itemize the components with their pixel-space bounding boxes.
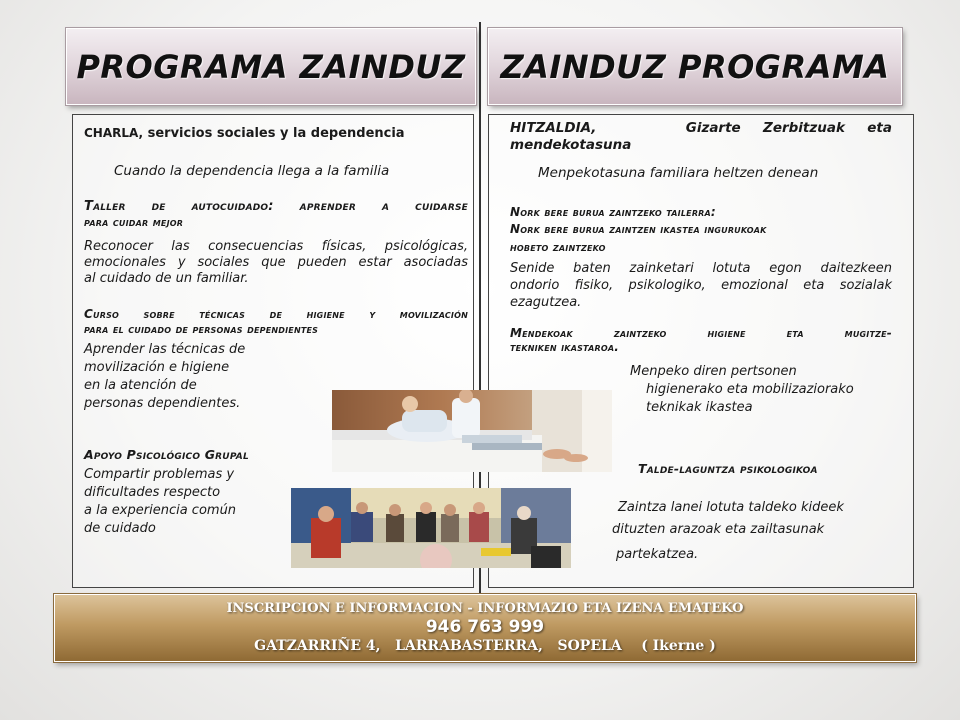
- apoyo-body-line1: Compartir problemas y: [84, 467, 235, 482]
- taller-body-line3: al cuidado de un familiar.: [84, 271, 249, 286]
- taller-title-line1: Taller de autocuidado: aprender a cuidarse: [84, 199, 468, 214]
- curso-body-line2: movilización e higiene: [84, 360, 230, 375]
- phone-number[interactable]: 946 763 999: [425, 617, 545, 637]
- curso-body-line4: personas dependientes.: [84, 396, 241, 411]
- tailer-body-line3: ezagutzea.: [510, 295, 582, 310]
- talde-title: Talde-laguntza psikologikoa: [638, 461, 818, 476]
- taller-body-line1: Reconocer las consecuencias físicas, psicológicas,: [84, 239, 468, 254]
- left-title: PROGRAMA ZAINDUZ: [76, 47, 466, 86]
- charla-subtitle: Cuando la dependencia llega a la familia: [114, 163, 390, 179]
- ikastaroa-title-line1: Mendekoak zaintzeko higiene eta mugitze-: [510, 326, 892, 340]
- apoyo-body-line4: de cuidado: [84, 521, 156, 536]
- registration-info-text: INSCRIPCION E INFORMACION - INFORMAZIO ETA IZENA EMATEKO: [226, 601, 744, 616]
- apoyo-title: Apoyo Psicológico Grupal: [84, 447, 249, 462]
- charla-heading-rest: servicios sociales y la dependencia: [143, 126, 405, 141]
- tailer-title-line2: Nork bere burua zaintzen ikastea ingurukoak: [510, 222, 767, 236]
- ikastaroa-body-line3: teknikak ikastea: [646, 400, 753, 415]
- support-group-photo: [291, 488, 571, 568]
- registration-footer: [54, 594, 916, 662]
- tailer-body-line2: ondorio fisiko, psikologiko, emozional eta sozialak: [510, 278, 892, 293]
- talde-body-line2: dituzten arazoak eta zailtasunak: [612, 522, 825, 537]
- ikastaroa-title-line2: tekniken ikastaroa.: [510, 340, 619, 354]
- tailer-title-line1: Nork bere burua zaintzeko tailerra:: [510, 205, 716, 219]
- ikastaroa-body-line2: higienerako eta mobilizaziorako: [646, 382, 854, 397]
- hitzaldia-heading-line1: HITZALDIA, Gizarte Zerbitzuak eta: [510, 120, 892, 136]
- tailer-body-line1: Senide baten zainketari lotuta egon daitezkeen: [510, 261, 892, 276]
- right-title-banner: [488, 28, 902, 105]
- curso-title-line2: para el cuidado de personas dependientes: [84, 322, 319, 336]
- charla-heading-prefix: CHARLA,: [84, 126, 144, 140]
- apoyo-body-line3: a la experiencia común: [84, 503, 237, 518]
- talde-body-line3: partekatzea.: [616, 547, 699, 562]
- apoyo-body-line2: dificultades respecto: [84, 485, 221, 500]
- curso-body-line1: Aprender las técnicas de: [84, 342, 246, 357]
- talde-body-line1: Zaintza lanei lotuta taldeko kideek: [618, 500, 844, 515]
- bed-care-photo: [332, 390, 612, 472]
- hitzaldia-subtitle: Menpekotasuna familiara heltzen denean: [538, 165, 819, 181]
- curso-body-line3: en la atención de: [84, 378, 197, 393]
- curso-title-line1: Curso sobre técnicas de higiene y movilización: [84, 307, 468, 321]
- taller-body-line2: emocionales y sociales que pueden estar asociadas: [84, 255, 468, 270]
- charla-heading: [84, 126, 405, 141]
- hitzaldia-heading-line2: mendekotasuna: [510, 137, 632, 153]
- tailer-title-line3: hobeto zaintzeko: [510, 240, 606, 254]
- right-title: ZAINDUZ PROGRAMA: [500, 47, 890, 86]
- ikastaroa-body-line1: Menpeko diren pertsonen: [630, 364, 797, 379]
- taller-title-line2: para cuidar mejor: [84, 215, 184, 229]
- left-title-banner: [66, 28, 476, 105]
- address-text: GATZARRIÑE 4, LARRABASTERRA, SOPELA ( Ikerne ): [254, 638, 716, 654]
